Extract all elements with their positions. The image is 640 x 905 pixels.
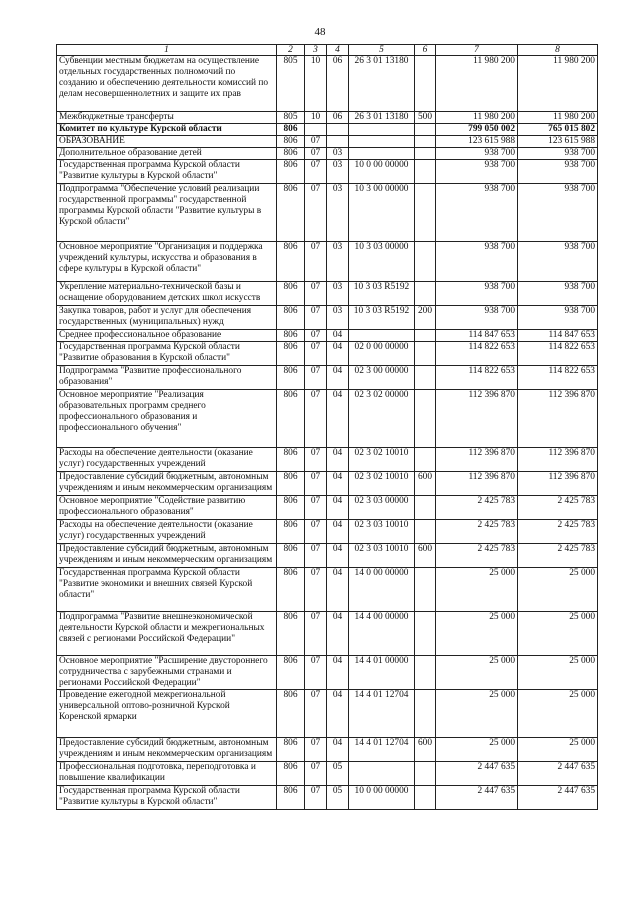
table-row bbox=[57, 786, 598, 810]
header-cell: 6 bbox=[415, 45, 436, 56]
section-code-cell: 07 bbox=[305, 472, 327, 496]
amount-year2-cell: 112 396 870 bbox=[518, 390, 598, 448]
admin-code-cell: 806 bbox=[277, 390, 305, 448]
row-name-cell: Расходы на обеспечение деятельности (оказание услуг) государственных учреждений bbox=[57, 520, 277, 544]
subsection-code-cell: 04 bbox=[327, 448, 349, 472]
table-row bbox=[57, 184, 598, 242]
row-name-cell: Подпрограмма "Развитие внешнеэкономической деятельности Курской области и межрегиональных связей с регионами Российской Федерации" bbox=[57, 612, 277, 656]
header-cell: 3 bbox=[305, 45, 327, 56]
row-name-cell: Основное мероприятие "Содействие развитию профессионального образования" bbox=[57, 496, 277, 520]
amount-year1-cell: 938 700 bbox=[436, 148, 518, 160]
budget-table bbox=[56, 44, 598, 810]
amount-year1-cell: 123 615 988 bbox=[436, 136, 518, 148]
row-name-cell: Предоставление субсидий бюджетным, автономным учреждениям и иным некоммерческим организациям bbox=[57, 472, 277, 496]
amount-year1-cell: 112 396 870 bbox=[436, 448, 518, 472]
subsection-code-cell: 04 bbox=[327, 330, 349, 342]
amount-year2-cell: 25 000 bbox=[518, 690, 598, 738]
target-article-cell: 10 3 00 00000 bbox=[349, 184, 415, 242]
header-cell: 2 bbox=[277, 45, 305, 56]
amount-year2-cell: 114 822 653 bbox=[518, 366, 598, 390]
amount-year2-cell: 112 396 870 bbox=[518, 472, 598, 496]
table-row bbox=[57, 56, 598, 112]
row-name-cell: Дополнительное образование детей bbox=[57, 148, 277, 160]
amount-year2-cell: 938 700 bbox=[518, 184, 598, 242]
admin-code-cell: 806 bbox=[277, 160, 305, 184]
expense-type-cell bbox=[415, 282, 436, 306]
target-article-cell: 14 4 01 12704 bbox=[349, 690, 415, 738]
amount-year1-cell: 799 050 002 bbox=[436, 124, 518, 136]
subsection-code-cell: 04 bbox=[327, 496, 349, 520]
table-row bbox=[57, 330, 598, 342]
target-article-cell: 02 3 02 00000 bbox=[349, 390, 415, 448]
amount-year1-cell: 114 822 653 bbox=[436, 342, 518, 366]
section-code-cell bbox=[305, 124, 327, 136]
page-number: 48 bbox=[314, 26, 326, 38]
row-name-cell: Закупка товаров, работ и услуг для обеспечения государственных (муниципальных) нужд bbox=[57, 306, 277, 330]
expense-type-cell bbox=[415, 124, 436, 136]
subsection-code-cell: 04 bbox=[327, 390, 349, 448]
amount-year2-cell: 2 425 783 bbox=[518, 544, 598, 568]
row-name-cell: Комитет по культуре Курской области bbox=[57, 124, 277, 136]
expense-type-cell bbox=[415, 656, 436, 690]
target-article-cell: 10 3 03 00000 bbox=[349, 242, 415, 282]
amount-year1-cell: 112 396 870 bbox=[436, 472, 518, 496]
table-row bbox=[57, 242, 598, 282]
section-code-cell: 07 bbox=[305, 390, 327, 448]
section-code-cell: 07 bbox=[305, 330, 327, 342]
expense-type-cell: 500 bbox=[415, 112, 436, 124]
target-article-cell bbox=[349, 330, 415, 342]
table-row bbox=[57, 342, 598, 366]
section-code-cell: 07 bbox=[305, 306, 327, 330]
expense-type-cell bbox=[415, 762, 436, 786]
section-code-cell: 07 bbox=[305, 496, 327, 520]
row-name-cell: Основное мероприятие "Расширение двустороннего сотрудничества с зарубежными странами и регионами Российской Федерации" bbox=[57, 656, 277, 690]
section-code-cell: 07 bbox=[305, 544, 327, 568]
expense-type-cell bbox=[415, 520, 436, 544]
amount-year1-cell: 25 000 bbox=[436, 690, 518, 738]
section-code-cell: 07 bbox=[305, 520, 327, 544]
subsection-code-cell: 03 bbox=[327, 184, 349, 242]
target-article-cell: 02 3 03 10010 bbox=[349, 520, 415, 544]
admin-code-cell: 806 bbox=[277, 496, 305, 520]
row-name-cell: Основное мероприятие "Реализация образовательных программ среднего профессионального образования и профессионального обучения" bbox=[57, 390, 277, 448]
header-cell: 4 bbox=[327, 45, 349, 56]
table-row bbox=[57, 568, 598, 612]
expense-type-cell bbox=[415, 496, 436, 520]
subsection-code-cell: 03 bbox=[327, 306, 349, 330]
subsection-code-cell: 04 bbox=[327, 544, 349, 568]
section-code-cell: 07 bbox=[305, 136, 327, 148]
table-row bbox=[57, 160, 598, 184]
row-name-cell: Государственная программа Курской области "Развитие культуры в Курской области" bbox=[57, 160, 277, 184]
expense-type-cell: 600 bbox=[415, 472, 436, 496]
amount-year1-cell: 938 700 bbox=[436, 160, 518, 184]
section-code-cell: 07 bbox=[305, 448, 327, 472]
amount-year1-cell: 112 396 870 bbox=[436, 390, 518, 448]
admin-code-cell: 806 bbox=[277, 690, 305, 738]
target-article-cell: 10 0 00 00000 bbox=[349, 786, 415, 810]
amount-year2-cell: 112 396 870 bbox=[518, 448, 598, 472]
target-article-cell: 10 0 00 00000 bbox=[349, 160, 415, 184]
admin-code-cell: 806 bbox=[277, 124, 305, 136]
admin-code-cell: 806 bbox=[277, 612, 305, 656]
subsection-code-cell: 05 bbox=[327, 786, 349, 810]
expense-type-cell bbox=[415, 56, 436, 112]
amount-year2-cell: 765 015 802 bbox=[518, 124, 598, 136]
target-article-cell: 14 4 00 00000 bbox=[349, 612, 415, 656]
amount-year1-cell: 2 447 635 bbox=[436, 786, 518, 810]
row-name-cell: Предоставление субсидий бюджетным, автономным учреждениям и иным некоммерческим организациям bbox=[57, 544, 277, 568]
amount-year1-cell: 938 700 bbox=[436, 282, 518, 306]
table-row bbox=[57, 306, 598, 330]
table-row bbox=[57, 390, 598, 448]
header-cell: 5 bbox=[349, 45, 415, 56]
table-row bbox=[57, 366, 598, 390]
section-code-cell: 07 bbox=[305, 160, 327, 184]
table-row bbox=[57, 282, 598, 306]
amount-year1-cell: 25 000 bbox=[436, 568, 518, 612]
amount-year2-cell: 114 847 653 bbox=[518, 330, 598, 342]
section-code-cell: 07 bbox=[305, 762, 327, 786]
subsection-code-cell: 05 bbox=[327, 762, 349, 786]
subsection-code-cell: 04 bbox=[327, 568, 349, 612]
expense-type-cell bbox=[415, 160, 436, 184]
target-article-cell: 10 3 03 R5192 bbox=[349, 306, 415, 330]
amount-year2-cell: 2 447 635 bbox=[518, 762, 598, 786]
table-row bbox=[57, 148, 598, 160]
subsection-code-cell: 04 bbox=[327, 472, 349, 496]
admin-code-cell: 806 bbox=[277, 656, 305, 690]
subsection-code-cell: 06 bbox=[327, 56, 349, 112]
expense-type-cell bbox=[415, 136, 436, 148]
row-name-cell: Субвенции местным бюджетам на осуществление отдельных государственных полномочий по созданию и обеспечению деятельности комиссий по делам несовершеннолетних и защите их прав bbox=[57, 56, 277, 112]
section-code-cell: 07 bbox=[305, 282, 327, 306]
admin-code-cell: 806 bbox=[277, 306, 305, 330]
admin-code-cell: 806 bbox=[277, 330, 305, 342]
target-article-cell bbox=[349, 762, 415, 786]
table-row bbox=[57, 472, 598, 496]
admin-code-cell: 806 bbox=[277, 738, 305, 762]
target-article-cell: 14 4 01 12704 bbox=[349, 738, 415, 762]
target-article-cell: 26 3 01 13180 bbox=[349, 56, 415, 112]
row-name-cell: Проведение ежегодной межрегиональной универсальной оптово-розничной Курской Коренской ярмарки bbox=[57, 690, 277, 738]
section-code-cell: 07 bbox=[305, 148, 327, 160]
amount-year1-cell: 938 700 bbox=[436, 242, 518, 282]
subsection-code-cell: 04 bbox=[327, 342, 349, 366]
subsection-code-cell: 04 bbox=[327, 656, 349, 690]
row-name-cell: Укрепление материально-технической базы и оснащение оборудованием детских школ искусств bbox=[57, 282, 277, 306]
admin-code-cell: 806 bbox=[277, 282, 305, 306]
admin-code-cell: 806 bbox=[277, 448, 305, 472]
subsection-code-cell: 03 bbox=[327, 148, 349, 160]
admin-code-cell: 805 bbox=[277, 112, 305, 124]
target-article-cell bbox=[349, 124, 415, 136]
row-name-cell: Среднее профессиональное образование bbox=[57, 330, 277, 342]
row-name-cell: Государственная программа Курской области "Развитие культуры в Курской области" bbox=[57, 786, 277, 810]
target-article-cell: 02 3 02 10010 bbox=[349, 448, 415, 472]
target-article-cell: 02 3 00 00000 bbox=[349, 366, 415, 390]
table-row bbox=[57, 544, 598, 568]
table-row bbox=[57, 690, 598, 738]
amount-year1-cell: 2 425 783 bbox=[436, 496, 518, 520]
section-code-cell: 07 bbox=[305, 656, 327, 690]
table-row bbox=[57, 656, 598, 690]
subsection-code-cell: 03 bbox=[327, 282, 349, 306]
expense-type-cell bbox=[415, 342, 436, 366]
admin-code-cell: 806 bbox=[277, 242, 305, 282]
row-name-cell: Профессиональная подготовка, переподготовка и повышение квалификации bbox=[57, 762, 277, 786]
expense-type-cell: 600 bbox=[415, 738, 436, 762]
amount-year1-cell: 25 000 bbox=[436, 738, 518, 762]
section-code-cell: 07 bbox=[305, 738, 327, 762]
row-name-cell: Предоставление субсидий бюджетным, автономным учреждениям и иным некоммерческим организациям bbox=[57, 738, 277, 762]
subsection-code-cell: 04 bbox=[327, 612, 349, 656]
subsection-code-cell: 04 bbox=[327, 366, 349, 390]
amount-year1-cell: 2 447 635 bbox=[436, 762, 518, 786]
target-article-cell: 10 3 03 R5192 bbox=[349, 282, 415, 306]
amount-year2-cell: 938 700 bbox=[518, 242, 598, 282]
expense-type-cell bbox=[415, 568, 436, 612]
section-code-cell: 07 bbox=[305, 612, 327, 656]
target-article-cell: 02 3 03 00000 bbox=[349, 496, 415, 520]
amount-year1-cell: 11 980 200 bbox=[436, 56, 518, 112]
table-row bbox=[57, 448, 598, 472]
expense-type-cell: 600 bbox=[415, 544, 436, 568]
section-code-cell: 07 bbox=[305, 786, 327, 810]
amount-year2-cell: 2 447 635 bbox=[518, 786, 598, 810]
table-row bbox=[57, 124, 598, 136]
subsection-code-cell bbox=[327, 124, 349, 136]
target-article-cell: 14 4 01 00000 bbox=[349, 656, 415, 690]
subsection-code-cell bbox=[327, 136, 349, 148]
section-code-cell: 07 bbox=[305, 184, 327, 242]
amount-year1-cell: 2 425 783 bbox=[436, 520, 518, 544]
amount-year2-cell: 25 000 bbox=[518, 612, 598, 656]
amount-year2-cell: 11 980 200 bbox=[518, 56, 598, 112]
expense-type-cell bbox=[415, 690, 436, 738]
amount-year1-cell: 2 425 783 bbox=[436, 544, 518, 568]
amount-year2-cell: 25 000 bbox=[518, 568, 598, 612]
amount-year1-cell: 114 847 653 bbox=[436, 330, 518, 342]
admin-code-cell: 806 bbox=[277, 136, 305, 148]
amount-year2-cell: 938 700 bbox=[518, 160, 598, 184]
admin-code-cell: 806 bbox=[277, 762, 305, 786]
table-body bbox=[57, 56, 598, 810]
target-article-cell: 26 3 01 13180 bbox=[349, 112, 415, 124]
target-article-cell bbox=[349, 148, 415, 160]
amount-year1-cell: 938 700 bbox=[436, 184, 518, 242]
table-row bbox=[57, 520, 598, 544]
admin-code-cell: 806 bbox=[277, 472, 305, 496]
expense-type-cell bbox=[415, 390, 436, 448]
amount-year2-cell: 938 700 bbox=[518, 148, 598, 160]
header-cell: 7 bbox=[436, 45, 518, 56]
section-code-cell: 07 bbox=[305, 242, 327, 282]
amount-year2-cell: 2 425 783 bbox=[518, 520, 598, 544]
target-article-cell: 14 0 00 00000 bbox=[349, 568, 415, 612]
admin-code-cell: 806 bbox=[277, 568, 305, 612]
admin-code-cell: 806 bbox=[277, 520, 305, 544]
amount-year1-cell: 938 700 bbox=[436, 306, 518, 330]
amount-year2-cell: 25 000 bbox=[518, 656, 598, 690]
amount-year1-cell: 114 822 653 bbox=[436, 366, 518, 390]
table-row bbox=[57, 112, 598, 124]
amount-year1-cell: 25 000 bbox=[436, 612, 518, 656]
section-code-cell: 07 bbox=[305, 568, 327, 612]
subsection-code-cell: 06 bbox=[327, 112, 349, 124]
target-article-cell bbox=[349, 136, 415, 148]
subsection-code-cell: 04 bbox=[327, 520, 349, 544]
section-code-cell: 10 bbox=[305, 56, 327, 112]
admin-code-cell: 805 bbox=[277, 56, 305, 112]
expense-type-cell bbox=[415, 366, 436, 390]
amount-year2-cell: 25 000 bbox=[518, 738, 598, 762]
row-name-cell: Межбюджетные трансферты bbox=[57, 112, 277, 124]
table-header-row bbox=[57, 45, 598, 56]
amount-year2-cell: 114 822 653 bbox=[518, 342, 598, 366]
row-name-cell: ОБРАЗОВАНИЕ bbox=[57, 136, 277, 148]
table-row bbox=[57, 496, 598, 520]
table-row bbox=[57, 136, 598, 148]
row-name-cell: Подпрограмма "Развитие профессионального образования" bbox=[57, 366, 277, 390]
amount-year1-cell: 25 000 bbox=[436, 656, 518, 690]
amount-year2-cell: 123 615 988 bbox=[518, 136, 598, 148]
subsection-code-cell: 04 bbox=[327, 738, 349, 762]
expense-type-cell bbox=[415, 448, 436, 472]
subsection-code-cell: 03 bbox=[327, 160, 349, 184]
expense-type-cell: 200 bbox=[415, 306, 436, 330]
admin-code-cell: 806 bbox=[277, 786, 305, 810]
header-cell: 8 bbox=[518, 45, 598, 56]
admin-code-cell: 806 bbox=[277, 544, 305, 568]
amount-year1-cell: 11 980 200 bbox=[436, 112, 518, 124]
table-row bbox=[57, 738, 598, 762]
subsection-code-cell: 03 bbox=[327, 242, 349, 282]
target-article-cell: 02 3 03 10010 bbox=[349, 544, 415, 568]
expense-type-cell bbox=[415, 612, 436, 656]
target-article-cell: 02 3 02 10010 bbox=[349, 472, 415, 496]
header-cell: 1 bbox=[57, 45, 277, 56]
amount-year2-cell: 2 425 783 bbox=[518, 496, 598, 520]
section-code-cell: 07 bbox=[305, 690, 327, 738]
section-code-cell: 10 bbox=[305, 112, 327, 124]
admin-code-cell: 806 bbox=[277, 148, 305, 160]
expense-type-cell bbox=[415, 148, 436, 160]
amount-year2-cell: 938 700 bbox=[518, 282, 598, 306]
admin-code-cell: 806 bbox=[277, 184, 305, 242]
target-article-cell: 02 0 00 00000 bbox=[349, 342, 415, 366]
admin-code-cell: 806 bbox=[277, 342, 305, 366]
row-name-cell: Расходы на обеспечение деятельности (оказание услуг) государственных учреждений bbox=[57, 448, 277, 472]
amount-year2-cell: 938 700 bbox=[518, 306, 598, 330]
row-name-cell: Государственная программа Курской области "Развитие экономики и внешних связей Курской области" bbox=[57, 568, 277, 612]
row-name-cell: Основное мероприятие "Организация и поддержка учреждений культуры, искусства и образования в сфере культуры в Курской области" bbox=[57, 242, 277, 282]
expense-type-cell bbox=[415, 786, 436, 810]
row-name-cell: Подпрограмма "Обеспечение условий реализации государственной программы" государственной программы Курской области "Развитие культуры в Курской области" bbox=[57, 184, 277, 242]
row-name-cell: Государственная программа Курской области "Развитие образования в Курской области" bbox=[57, 342, 277, 366]
expense-type-cell bbox=[415, 184, 436, 242]
table-row bbox=[57, 612, 598, 656]
subsection-code-cell: 04 bbox=[327, 690, 349, 738]
admin-code-cell: 806 bbox=[277, 366, 305, 390]
amount-year2-cell: 11 980 200 bbox=[518, 112, 598, 124]
expense-type-cell bbox=[415, 242, 436, 282]
expense-type-cell bbox=[415, 330, 436, 342]
section-code-cell: 07 bbox=[305, 366, 327, 390]
table-row bbox=[57, 762, 598, 786]
section-code-cell: 07 bbox=[305, 342, 327, 366]
